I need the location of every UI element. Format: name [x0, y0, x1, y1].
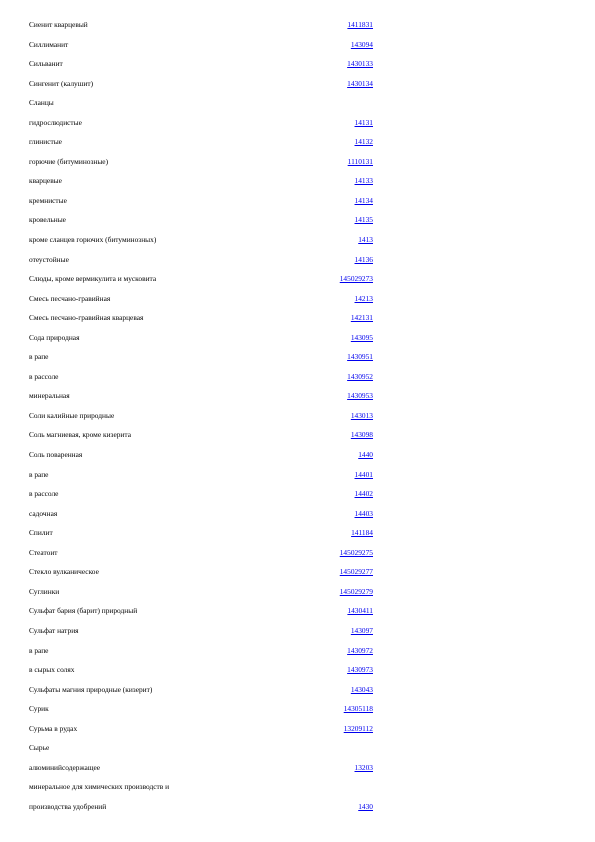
- entry-code-link[interactable]: 13203: [354, 762, 373, 772]
- entry-code-link[interactable]: 1430953: [347, 391, 373, 401]
- entry-code-link[interactable]: 13209112: [343, 723, 373, 733]
- index-entry: [0, 171, 595, 191]
- entry-name: кровельные: [29, 215, 66, 225]
- entry-code-link[interactable]: 14402: [354, 489, 373, 499]
- index-entry: [0, 54, 595, 74]
- index-entry: [0, 543, 595, 563]
- entry-code-link[interactable]: 143094: [350, 39, 373, 49]
- index-entry: [0, 641, 595, 661]
- entry-name: Сильванит: [29, 59, 63, 69]
- entry-name: Слюды, кроме вермикулита и мусковита: [29, 274, 157, 284]
- entry-name: Соли калийные природные: [29, 410, 115, 420]
- entry-code-link[interactable]: 1430: [358, 801, 373, 811]
- entry-name: Суглинки: [29, 586, 60, 596]
- entry-code-link[interactable]: 14134: [354, 195, 373, 205]
- entry-code-link[interactable]: 1430411: [347, 606, 373, 616]
- entry-name: в рассоле: [29, 371, 59, 381]
- index-entry: [0, 719, 595, 739]
- entry-name: минеральная: [29, 391, 70, 401]
- entry-name: отеустойные: [29, 254, 69, 264]
- entry-code-link[interactable]: 1430952: [347, 371, 373, 381]
- entry-code-link[interactable]: 145029279: [339, 586, 373, 596]
- entry-code-link[interactable]: 145029275: [339, 547, 373, 557]
- entry-code-link[interactable]: 1430973: [347, 665, 373, 675]
- index-list: [0, 15, 595, 816]
- index-entry: [0, 465, 595, 485]
- index-entry: [0, 660, 595, 680]
- index-entry: [0, 230, 595, 250]
- entry-code-link[interactable]: 1430972: [347, 645, 373, 655]
- entry-name: Смесь песчано-гравийная: [29, 293, 111, 303]
- index-entry: [0, 347, 595, 367]
- index-entry: [0, 621, 595, 641]
- entry-code-link[interactable]: 14135: [354, 215, 373, 225]
- entry-name: в рассоле: [29, 489, 59, 499]
- entry-name: Сингенит (калушит): [29, 78, 94, 88]
- entry-name: Сульфаты магния природные (кизерит): [29, 684, 153, 694]
- index-entry: [0, 250, 595, 270]
- entry-name: глинистые: [29, 137, 62, 147]
- index-entry: [0, 328, 595, 348]
- index-entry: [0, 367, 595, 387]
- index-entry: [0, 210, 595, 230]
- index-entry: [0, 406, 595, 426]
- entry-name: Соль магниевая, кроме кизерита: [29, 430, 131, 440]
- entry-name: в рапе: [29, 352, 49, 362]
- entry-code-link[interactable]: 145029273: [339, 274, 373, 284]
- entry-name: Сиенит кварцевый: [29, 20, 88, 29]
- index-entry: [0, 289, 595, 309]
- entry-name: Сульфат бария (барит) природный: [29, 606, 138, 616]
- entry-name: Стекло вулканическое: [29, 567, 99, 577]
- entry-code-link[interactable]: 143013: [350, 410, 373, 420]
- index-entry: [0, 308, 595, 328]
- entry-name: Сурик: [29, 704, 49, 714]
- entry-name: Сульфат натрия: [29, 625, 79, 635]
- index-entry: [0, 74, 595, 94]
- entry-name: производства удобрений: [29, 801, 107, 811]
- entry-code-link[interactable]: 1413: [358, 235, 373, 245]
- index-entry: [0, 35, 595, 55]
- index-entry: [0, 269, 595, 289]
- index-entry: [0, 699, 595, 719]
- entry-code-link[interactable]: 145029277: [339, 567, 373, 577]
- entry-name: кремнистые: [29, 195, 67, 205]
- entry-code-link[interactable]: 143095: [350, 332, 373, 342]
- index-entry: [0, 484, 595, 504]
- index-entry: [0, 386, 595, 406]
- entry-code-link[interactable]: 1440: [358, 450, 373, 460]
- entry-code-link[interactable]: 141184: [351, 528, 373, 538]
- index-entry: [0, 758, 595, 778]
- index-entry: [0, 797, 595, 817]
- index-entry: [0, 15, 595, 35]
- index-entry: [0, 601, 595, 621]
- entry-code-link[interactable]: 143098: [350, 430, 373, 440]
- entry-name: в сырых солях: [29, 665, 75, 675]
- entry-code-link[interactable]: 1430951: [347, 352, 373, 362]
- index-entry: [0, 777, 595, 797]
- entry-name: горючие (битуминозные): [29, 156, 109, 166]
- index-entry: [0, 562, 595, 582]
- entry-name: Стеатоит: [29, 547, 58, 557]
- index-entry: [0, 191, 595, 211]
- index-entry: [0, 680, 595, 700]
- entry-name: алюминийсодержащее: [29, 762, 101, 772]
- entry-name: садочная: [29, 508, 58, 518]
- entry-name: кварцевые: [29, 176, 62, 186]
- entry-name: минеральное для химических производств и: [29, 782, 170, 792]
- index-entry: [0, 132, 595, 152]
- index-entry: [0, 425, 595, 445]
- entry-name: Смесь песчано-гравийная кварцевая: [29, 313, 144, 323]
- entry-code-link[interactable]: 1430134: [347, 78, 373, 88]
- entry-code-link[interactable]: 14401: [354, 469, 373, 479]
- entry-code-link[interactable]: 1411831: [347, 20, 373, 29]
- entry-name: Сода природная: [29, 332, 80, 342]
- entry-name: Силлиманит: [29, 39, 69, 49]
- entry-name: гидрослюдистые: [29, 117, 82, 127]
- entry-code-link[interactable]: 143097: [350, 625, 373, 635]
- entry-code-link[interactable]: 1430133: [347, 59, 373, 69]
- index-entry: [0, 113, 595, 133]
- entry-code-link[interactable]: 1110131: [347, 156, 373, 166]
- entry-name: Сланцы: [29, 98, 54, 108]
- index-entry: [0, 152, 595, 172]
- entry-name: Соль поваренная: [29, 450, 83, 460]
- entry-code-link[interactable]: 14136: [354, 254, 373, 264]
- entry-code-link[interactable]: 14131: [354, 117, 373, 127]
- entry-code-link[interactable]: 14305118: [343, 704, 373, 714]
- index-entry: [0, 582, 595, 602]
- entry-code-link[interactable]: 143043: [350, 684, 373, 694]
- entry-code-link[interactable]: 14132: [354, 137, 373, 147]
- index-entry: [0, 738, 595, 758]
- entry-code-link[interactable]: 14133: [354, 176, 373, 186]
- entry-name: Спилит: [29, 528, 53, 538]
- index-entry: [0, 93, 595, 113]
- entry-name: в рапе: [29, 645, 49, 655]
- entry-code-link[interactable]: 14213: [354, 293, 373, 303]
- entry-name: Сурьма в рудах: [29, 723, 78, 733]
- index-entry: [0, 445, 595, 465]
- entry-code-link[interactable]: 142131: [350, 313, 373, 323]
- entry-name: в рапе: [29, 469, 49, 479]
- entry-name: Сырье: [29, 743, 50, 753]
- index-entry: [0, 504, 595, 524]
- entry-name: кроме сланцев горючих (битуминозных): [29, 235, 157, 245]
- index-entry: [0, 523, 595, 543]
- entry-code-link[interactable]: 14403: [354, 508, 373, 518]
